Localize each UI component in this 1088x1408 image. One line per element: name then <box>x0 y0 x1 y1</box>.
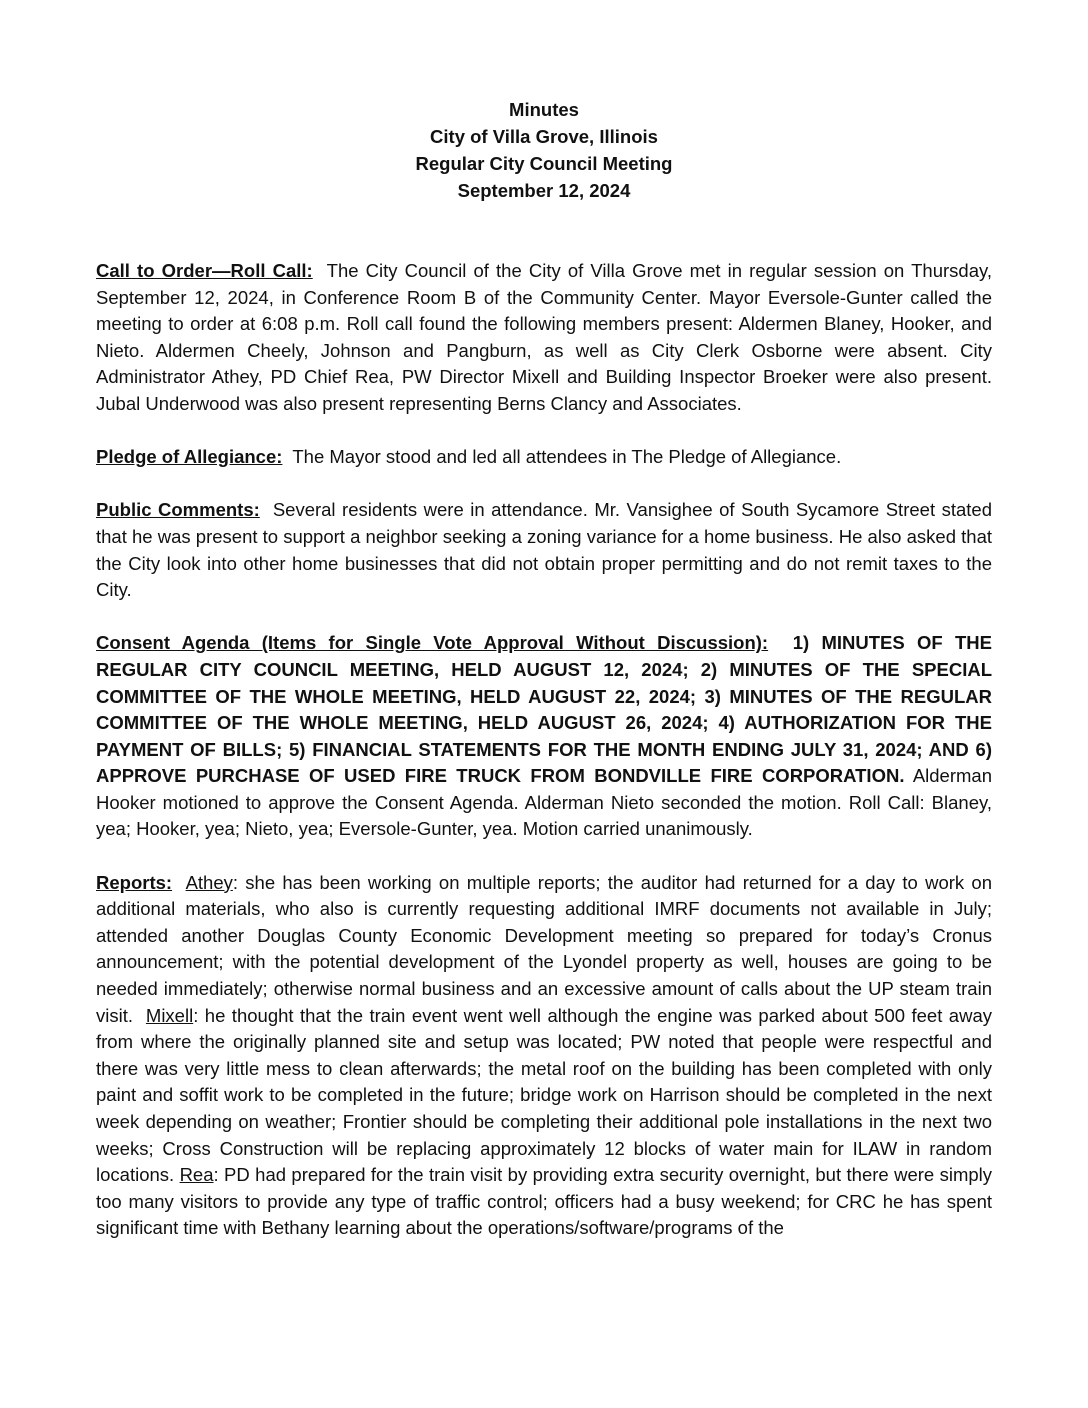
call-to-order-text: The City Council of the City of Villa Grove met in regular session on Thursday, September 12, 2024, in Conference Room B of the Community Center. Mayor Eversole-Gunter called the meeting to order at 6:08 p.m. Roll call found the following members present: Aldermen Blaney, Hooker, and Nieto. Aldermen Cheely, Johnson and Pangburn, as well as City Clerk Osborne were absent. City Administrator Athey, PD Chief Rea, PW Director Mixell and Building Inspector Broeker were also present. Jubal Underwood was also present representing Berns Clancy and Associates. <box>96 260 993 414</box>
section-call-to-order <box>96 258 992 418</box>
report-athey-name: Athey <box>185 871 233 893</box>
report-rea-name: Rea <box>179 1164 214 1186</box>
consent-agenda-items: 1) MINUTES OF THE REGULAR CITY COUNCIL MEETING, HELD AUGUST 12, 2024; 2) MINUTES OF THE SPECIAL COMMITTEE OF THE WHOLE MEETING, HELD AUGUST 22, 2024; 3) MINUTES OF THE REGULAR COMMITTEE OF THE WHOLE MEETING, HELD AUGUST 26, 2024; 4) AUTHORIZATION FOR THE PAYMENT OF BILLS; 5) FINANCIAL STATEMENTS FOR THE MONTH ENDING JULY 31, 2024; AND 6) APPROVE PURCHASE OF USED FIRE TRUCK FROM BONDVILLE FIRE CORPORATION. <box>96 632 993 787</box>
title-line-date: September 12, 2024 <box>457 180 631 201</box>
report-mixell-name: Mixell <box>145 1004 194 1026</box>
report-athey-text: : she has been working on multiple reports; the auditor had returned for a day to work on additional materials, who also is currently requesting additional IMRF documents not available in July; attended another Douglas County Economic Development meeting so prepared for today’s Cronus announcement; with the potential development of the Lyondel property as well, houses are going to be needed immediately; otherwise normal business and an excessive amount of calls about the UP steam train visit. <box>96 871 992 1026</box>
section-consent-agenda <box>96 630 992 843</box>
reports-heading: Reports: <box>96 871 173 893</box>
title-line-minutes: Minutes <box>509 99 579 120</box>
consent-agenda-text: Alderman Hooker motioned to approve the Consent Agenda. Alderman Nieto seconded the motion. Roll Call: Blaney, yea; Hooker, yea; Nieto, yea; Eversole-Gunter, yea. Motion carried unanimously. <box>96 765 992 840</box>
section-reports <box>96 870 992 1242</box>
call-to-order-heading: Call to Order—Roll Call: <box>96 260 313 281</box>
pledge-text: The Mayor stood and led all attendees in The Pledge of Allegiance. <box>292 446 842 468</box>
report-mixell-text: : he thought that the train event went well although the engine was parked about 500 feet away from where the originally planned site and setup was located; PW noted that people were respectful and there was very little mess to clean afterwards; the metal roof on the building has been completed with only paint and soffit work to be completed in the future; bridge work on Harrison should be completed in the next week depending on weather; Frontier should be completing their additional pole installations in the next two weeks; Cross Construction will be replacing approximately 12 blocks of water main for ILAW in random locations. <box>96 1004 992 1186</box>
public-comments-heading: Public Comments: <box>96 499 260 521</box>
section-public-comments <box>96 497 992 603</box>
pledge-heading: Pledge of Allegiance: <box>96 446 283 468</box>
report-rea-text: : PD had prepared for the train visit by providing extra security overnight, but there were simply too many visitors to provide any type of traffic control; officers had a busy weekend; for CRC he has spent significant time with Bethany learning about the operations/software/programs of the <box>96 1164 993 1239</box>
title-line-city: City of Villa Grove, Illinois <box>430 126 658 147</box>
minutes-page <box>96 96 992 1242</box>
public-comments-text: Several residents were in attendance. Mr. Vansighee of South Sycamore Street stated that he was present to support a neighbor seeking a zoning variance for a home business. He also asked that the City look into other home businesses that did not obtain proper permitting and do not remit taxes to the City. <box>96 499 992 601</box>
document-title <box>96 96 992 204</box>
section-pledge <box>96 444 992 471</box>
consent-agenda-heading: Consent Agenda (Items for Single Vote Approval Without Discussion): <box>96 632 769 654</box>
title-line-meeting-type: Regular City Council Meeting <box>415 153 673 174</box>
